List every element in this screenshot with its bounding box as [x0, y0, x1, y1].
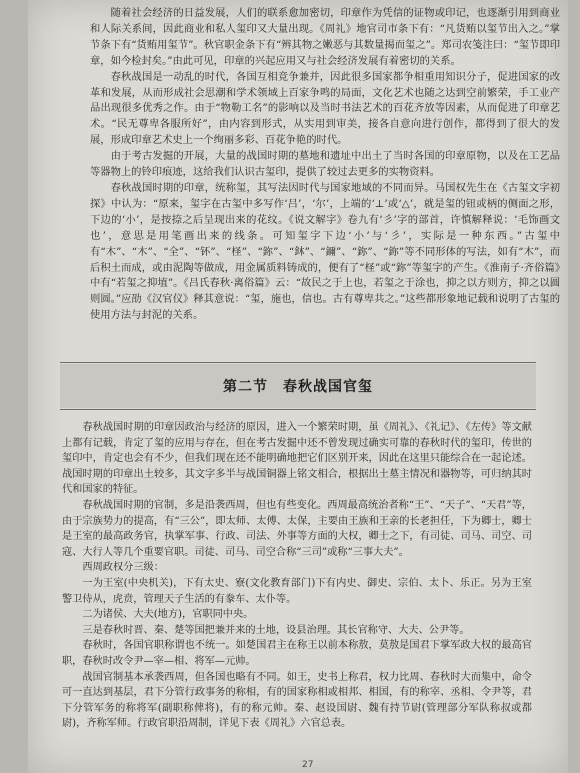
paragraph: 春秋时，各国官职称谓也不统一。如楚国君主在称王以前本称敖，莫敖是国君下掌军政大权的最高官职，春秋时改令尹—宰—相、将军—元帅。 — [62, 640, 532, 667]
paragraph: 三是春秋时晋、秦、楚等国把兼并来的土地，设县治理。其长官称守、大夫、公尹等。 — [82, 624, 470, 636]
page-number: 27 — [302, 760, 314, 770]
paragraph: 西周政权分三级： — [82, 562, 164, 574]
lower-text-block — [62, 420, 532, 732]
paragraph: 二为诸侯、大夫(地方)，官职同中央。 — [82, 609, 254, 621]
paragraph: 春秋战国时期的官制，多是沿袭西周，但也有些变化。西周最高统治者称“王”、“天子”、“天君”等，由于宗族势力的提高，有“三公”，即太师、太傅、太保，主要由王族和王亲的长老担任，下为卿士，卿士是王室的最高政务官，执掌军事、行政、司法、外事等方面的大权，卿士之下，有司徒、司马、司空、司寇、大行人等几个重要官职。司徒、司马、司空合称“三司”或称“三事大夫”。 — [62, 499, 532, 558]
paragraph: 春秋战国时期的印章因政治与经济的原因，进入一个繁荣时期，虽《周礼》、《礼记》、《左传》等文献上都有记载，肯定了玺的应用与存在，但在考古发掘中还不曾发现过确实可靠的春秋时代的玺印，传世的玺印中，肯定也会有不少，但我们现在还不能明确地把它们区别开来，因此在这里只能综合在一起论述。战国时期的印章出土较多，其文字多半与战国铜器上铭文相合，根据出土墓主情况和器物等，可归纳其时代和国家的特征。 — [62, 422, 532, 496]
section-heading-band — [60, 364, 536, 408]
paragraph: 春秋战国是一动乱的时代，各国互相竞争兼并，因此很多国家都争相重用知识分子，促进国家的改革和发展，从而形成社会思潮和学术领域上百家争鸣的局面，文化艺术也随之达到空前繁荣，手工业产品出现很多优秀之作。由于“物勒工名”的影响以及当时书法艺术的百花齐放等因素，从而促进了印章艺术。“民无尊卑各服所好”，由内容到形式，从实用到审美，接各自意向进行创作，都得到了很大的发展，形成印章艺术史上一个绚丽多彩、百花争艳的时代。 — [90, 70, 560, 147]
upper-text-block — [90, 6, 560, 324]
section-title: 第二节 春秋战国官玺 — [223, 379, 373, 395]
paragraph: 春秋战国时期的印章，统称玺，其写法因时代与国家地域的不同而异。马国权先生在《古玺文字初探》中认为：“原来，玺字在古玺中多写作‘吕’，‘尔’，上端的‘⊥’或‘△’，就是玺的钮或柄的侧面之形，下边的‘小’，是按捺之后呈现出来的花纹。《说文解字》卷九有‘彡’字的部首，许慎解释说：‘毛饰画文也’，意思是用笔画出来的线条。可知玺字下边‘小’与‘彡’，实际是一种东西。”古玺中有“木”、“木”、“全”、“钚”、“柽”、“鉨”、“鈢”、“鑈”、“鉨”、“鉨”等不同形体的写法，如有“木”，而后积土而成，或由泥陶等做成，用金属质料铸成的，便有了“柽”或“鉨”等玺字的产生。《淮南子·齐俗篇》中有“若玺之抑埴”。《吕氏春秋·离俗篇》云：“故民之于上也，若玺之于涂也，抑之以方则方，抑之以圆则圆。”应劭《汉官仪》释其意说：“玺，施也，信也。古有尊卑共之。”这些都形象地记载和说明了古玺的使用方法与封泥的关系。 — [90, 181, 560, 322]
paragraph: 一为王室(中央机关)，下有太史、寮(文化教育部门)下有内史、御史、宗伯、太卜、乐正。另为王室警卫侍从，虎贲，管理天子生活的有豢车、太仆等。 — [62, 577, 532, 605]
section-rule-top — [60, 362, 536, 363]
paragraph: 随着社会经济的日益发展，人们的联系愈加密切，印章作为凭信的证物或印记，也逐渐引用到商业和人际关系间，因此商业和私人玺印又大量出现。《周礼》地官司市条下有：“凡货贿以玺节出入之。”掌节条下有“货贿用玺节”。秋官职金条下有“辨其物之嫩恶与其数量揭而玺之”。郑司农笺注曰：“玺节即印章，如今检封矣。”由此可见，印章的兴起应用又与社会经济发展有着密切的关系。 — [90, 7, 560, 67]
paragraph: 战国官制基本承袭西周，但各国也略有不同。如王，史书上称君，权力比周、春秋时大而集中，命令可一直达到基层，君下分管行政事务的称相，有的国家称相或相邦、相国，有的称宰、丞相、令尹等，君下分管军务的称将军(副职称俾将)，有的称元帅。秦、赵设国尉、魏有持节尉(管理部分军队称叔或都尉)，齐称军师。行政官职沿周制，详见下表《周礼》六官总表。 — [62, 671, 532, 730]
section-rule-bottom — [60, 409, 536, 410]
paragraph: 由于考古发掘的开展，大量的战国时期的墓地和遗址中出土了当时各国的印章原物，以及在工艺品等器物上的铃印痕迹，这给我们认识古玺印，提供了较过去更多的实物资料。 — [90, 150, 560, 179]
